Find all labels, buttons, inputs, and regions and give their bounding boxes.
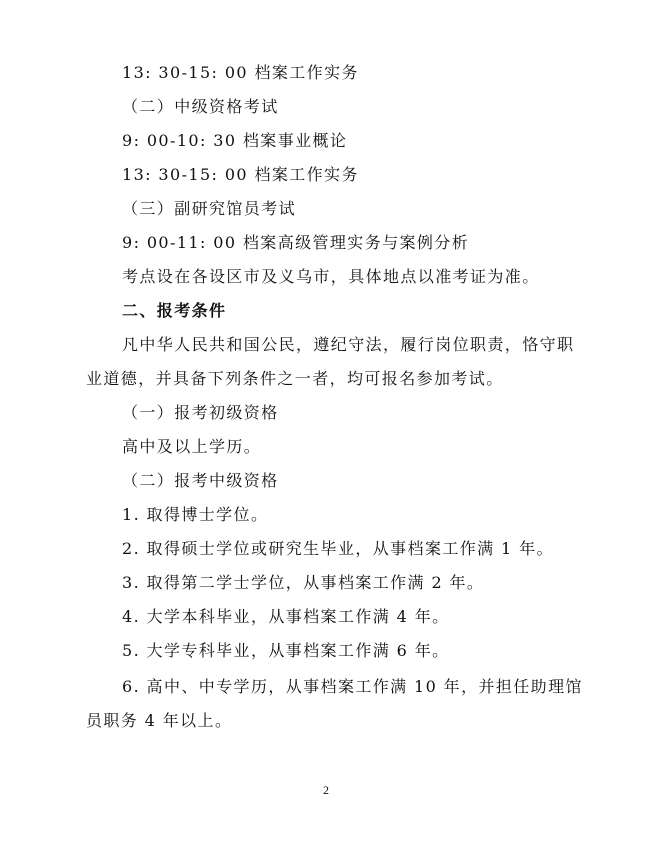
- section-associate-research-exam: （三）副研究馆员考试: [122, 199, 297, 218]
- section-junior-eligibility: （一）报考初级资格: [122, 403, 279, 422]
- requirement-item-2: 2. 取得硕士学位或研究生毕业，从事档案工作满 1 年。: [122, 539, 554, 558]
- page-number: 2: [323, 783, 329, 797]
- eligibility-paragraph-line-2: 业道德，并具备下列条件之一者，均可报名参加考试。: [86, 369, 504, 388]
- section-intermediate-exam: （二）中级资格考试: [122, 97, 279, 116]
- requirement-item-5: 5. 大学专科毕业，从事档案工作满 6 年。: [122, 641, 450, 660]
- requirement-item-1: 1. 取得博士学位。: [122, 505, 269, 524]
- requirement-item-4: 4. 大学本科毕业，从事档案工作满 4 年。: [122, 607, 450, 626]
- heading-eligibility: 二、报考条件: [122, 301, 227, 320]
- schedule-line-archive-practice-1: 13: 30-15: 00 档案工作实务: [122, 63, 359, 82]
- requirement-item-3: 3. 取得第二学士学位，从事档案工作满 2 年。: [122, 573, 485, 592]
- section-intermediate-eligibility: （二）报考中级资格: [122, 471, 279, 490]
- schedule-line-archive-overview: 9: 00-10: 30 档案事业概论: [122, 131, 348, 150]
- schedule-line-advanced-management: 9: 00-11: 00 档案高级管理实务与案例分析: [122, 233, 470, 252]
- requirement-item-6-line-2: 员职务 4 年以上。: [86, 711, 233, 730]
- exam-location-note: 考点设在各设区市及义乌市，具体地点以准考证为准。: [122, 267, 540, 286]
- requirement-item-6-line-1: 6. 高中、中专学历，从事档案工作满 10 年，并担任助理馆: [122, 677, 583, 696]
- schedule-line-archive-practice-2: 13: 30-15: 00 档案工作实务: [122, 165, 359, 184]
- eligibility-paragraph-line-1: 凡中华人民共和国公民，遵纪守法，履行岗位职责，恪守职: [122, 335, 575, 354]
- junior-requirement: 高中及以上学历。: [122, 437, 262, 456]
